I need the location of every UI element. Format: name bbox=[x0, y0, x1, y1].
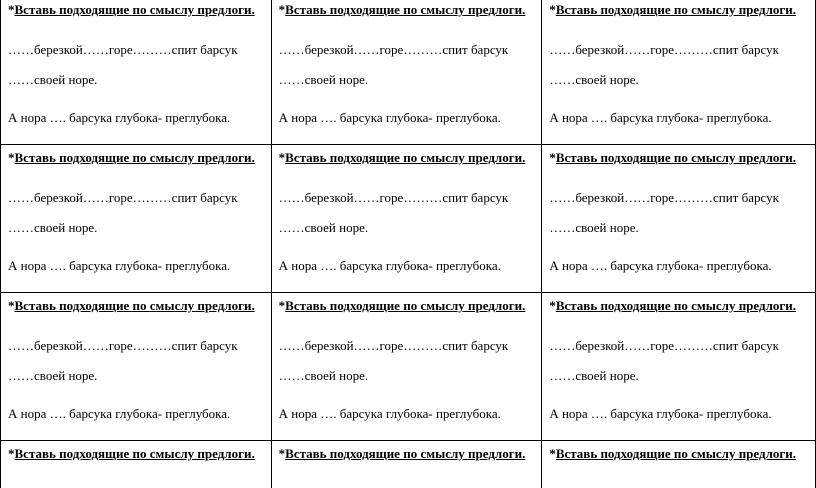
exercise-line-2: ……своей норе. bbox=[549, 368, 639, 383]
exercise-card bbox=[1, 145, 272, 293]
exercise-card bbox=[271, 293, 542, 441]
exercise-line-1: ……березкой……горе………спит барсук bbox=[8, 42, 238, 57]
exercise-line-3: А нора …. барсука глубока- преглубока. bbox=[278, 406, 501, 421]
heading-text: Вставь подходящие по смыслу предлоги. bbox=[14, 150, 255, 165]
exercise-card bbox=[1, 441, 272, 488]
heading-text: Вставь подходящие по смыслу предлоги. bbox=[555, 2, 797, 17]
asterisk: * bbox=[549, 298, 556, 313]
exercise-line-1: ……березкой……горе………спит барсук bbox=[278, 190, 509, 205]
exercise-line-1: ……березкой……горе………спит барсук bbox=[549, 190, 779, 205]
table-row bbox=[1, 441, 816, 488]
exercise-card bbox=[542, 145, 816, 293]
exercise-line-3: А нора …. барсука глубока- преглубока. bbox=[8, 110, 231, 125]
exercise-line-3: А нора …. барсука глубока- преглубока. bbox=[278, 110, 501, 125]
card-heading bbox=[8, 298, 255, 314]
table-row bbox=[1, 145, 816, 293]
exercise-line-2: ……своей норе. bbox=[8, 368, 98, 383]
exercise-card bbox=[271, 145, 542, 293]
card-heading bbox=[8, 2, 255, 18]
heading-text: Вставь подходящие по смыслу предлоги. bbox=[555, 446, 797, 461]
asterisk: * bbox=[8, 446, 15, 461]
card-heading bbox=[549, 446, 796, 462]
exercise-line-2: ……своей норе. bbox=[8, 220, 98, 235]
exercise-line-2: ……своей норе. bbox=[8, 72, 98, 87]
card-heading bbox=[8, 446, 255, 462]
asterisk: * bbox=[549, 446, 556, 461]
exercise-card bbox=[542, 293, 816, 441]
heading-text: Вставь подходящие по смыслу предлоги. bbox=[555, 298, 797, 313]
asterisk: * bbox=[8, 2, 15, 17]
card-heading bbox=[279, 2, 526, 18]
exercise-line-1: ……березкой……горе………спит барсук bbox=[278, 42, 509, 57]
asterisk: * bbox=[278, 298, 286, 313]
heading-text: Вставь подходящие по смыслу предлоги. bbox=[285, 298, 526, 313]
heading-text: Вставь подходящие по смыслу предлоги. bbox=[14, 298, 255, 313]
asterisk: * bbox=[8, 150, 15, 165]
exercise-line-2: ……своей норе. bbox=[278, 72, 369, 87]
table-row bbox=[1, 293, 816, 441]
heading-text: Вставь подходящие по смыслу предлоги. bbox=[555, 150, 797, 165]
card-heading bbox=[549, 298, 796, 314]
asterisk: * bbox=[549, 150, 556, 165]
exercise-card bbox=[1, 0, 272, 145]
heading-text: Вставь подходящие по смыслу предлоги. bbox=[285, 2, 526, 17]
heading-text: Вставь подходящие по смыслу предлоги. bbox=[14, 446, 255, 461]
card-heading bbox=[8, 150, 255, 166]
exercise-line-3: А нора …. барсука глубока- преглубока. bbox=[8, 406, 231, 421]
asterisk: * bbox=[278, 2, 286, 17]
heading-text: Вставь подходящие по смыслу предлоги. bbox=[285, 150, 526, 165]
exercise-line-1: ……березкой……горе………спит барсук bbox=[549, 42, 779, 57]
asterisk: * bbox=[278, 150, 286, 165]
exercise-line-2: ……своей норе. bbox=[278, 368, 369, 383]
asterisk: * bbox=[549, 2, 556, 17]
exercise-line-3: А нора …. барсука глубока- преглубока. bbox=[549, 258, 772, 273]
exercise-line-1: ……березкой……горе………спит барсук bbox=[549, 338, 779, 353]
heading-text: Вставь подходящие по смыслу предлоги. bbox=[14, 2, 255, 17]
exercise-card bbox=[271, 441, 542, 488]
exercise-card bbox=[542, 441, 816, 488]
exercise-line-3: А нора …. барсука глубока- преглубока. bbox=[278, 258, 501, 273]
exercise-line-1: ……березкой……горе………спит барсук bbox=[278, 338, 509, 353]
exercise-line-1: ……березкой……горе………спит барсук bbox=[8, 190, 238, 205]
asterisk: * bbox=[8, 298, 15, 313]
exercise-card bbox=[1, 293, 272, 441]
exercise-line-3: А нора …. барсука глубока- преглубока. bbox=[549, 406, 772, 421]
table-row bbox=[1, 0, 816, 145]
exercise-line-3: А нора …. барсука глубока- преглубока. bbox=[549, 110, 772, 125]
card-heading bbox=[549, 150, 796, 166]
exercise-line-2: ……своей норе. bbox=[549, 72, 639, 87]
card-heading bbox=[279, 150, 526, 166]
exercise-line-2: ……своей норе. bbox=[278, 220, 369, 235]
card-heading bbox=[549, 2, 796, 18]
exercise-card bbox=[542, 0, 816, 145]
asterisk: * bbox=[278, 446, 286, 461]
exercise-line-1: ……березкой……горе………спит барсук bbox=[8, 338, 238, 353]
exercise-card bbox=[271, 0, 542, 145]
heading-text: Вставь подходящие по смыслу предлоги. bbox=[285, 446, 526, 461]
card-heading bbox=[279, 298, 526, 314]
exercise-line-3: А нора …. барсука глубока- преглубока. bbox=[8, 258, 231, 273]
exercise-line-2: ……своей норе. bbox=[549, 220, 639, 235]
card-heading bbox=[279, 446, 526, 462]
